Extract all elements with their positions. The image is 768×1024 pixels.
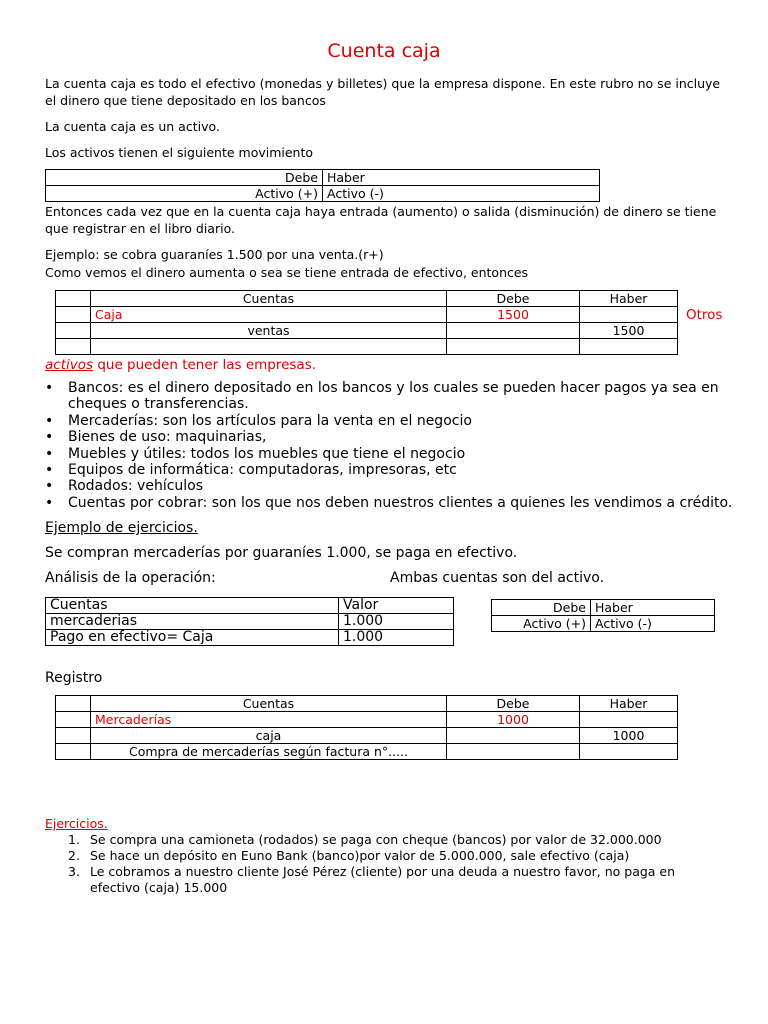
ejercicios-heading: Ejercicios. xyxy=(45,816,108,831)
debe-header: Debe xyxy=(447,291,580,307)
registro-heading: Registro xyxy=(45,670,103,686)
analisis-table xyxy=(45,597,454,646)
item-text: Le cobramos a nuestro cliente José Pérez (cliente) por una deuda a nuestro favor, no paga en efectivo (caja) 15.000 xyxy=(90,864,676,895)
list-item: • Cuentas por cobrar: son los que nos deben nuestros clientes a quienes les vendimos a crédito. xyxy=(45,495,745,511)
analisis-value-cell: 1.000 xyxy=(339,630,454,646)
haber-header: Haber xyxy=(323,170,600,186)
ledger-empty-cell xyxy=(580,339,678,355)
ledger-empty-cell xyxy=(56,712,91,728)
ledger-empty-cell xyxy=(447,744,580,760)
caja-account-cell: caja xyxy=(91,728,447,744)
analisis-value-cell: 1.000 xyxy=(339,614,454,630)
ledger-empty-cell xyxy=(56,744,91,760)
list-item xyxy=(68,864,728,896)
ledger-empty-cell xyxy=(56,696,91,712)
ledger-empty-cell xyxy=(56,291,91,307)
list-item: • Mercaderías: son los artículos para la venta en el negocio xyxy=(45,413,745,429)
ejercicios-list xyxy=(68,832,728,896)
page-title: Cuenta caja xyxy=(327,40,441,62)
item-number: 1. xyxy=(68,832,80,847)
haber-header: Haber xyxy=(591,600,715,616)
ledger-empty-cell xyxy=(56,323,91,339)
cuentas-header: Cuentas xyxy=(91,291,447,307)
ventas-debe-cell xyxy=(447,323,580,339)
ventas-haber-cell: 1500 xyxy=(580,323,678,339)
ledger-empty-cell xyxy=(56,339,91,355)
list-item: • Bienes de uso: maquinarias, xyxy=(45,429,745,445)
list-item xyxy=(68,848,728,864)
list-item xyxy=(68,832,728,848)
ventas-account-cell: ventas xyxy=(91,323,447,339)
list-item: • Equipos de informática: computadoras, impresoras, etc xyxy=(45,462,745,478)
activo-plus-cell: Activo (+) xyxy=(492,616,591,632)
debe-header: Debe xyxy=(46,170,323,186)
item-number: 2. xyxy=(68,848,80,863)
activo-minus-cell: Activo (-) xyxy=(323,186,600,202)
analisis-account-cell: Pago en efectivo= Caja xyxy=(46,630,339,646)
list-item: • Rodados: vehículos xyxy=(45,478,745,494)
concepto-cell: Compra de mercaderías según factura n°..... xyxy=(91,744,447,760)
registro-ledger-table xyxy=(55,695,678,760)
ejemplo-heading: Ejemplo de ejercicios. xyxy=(45,520,198,536)
mercaderias-account-cell: Mercaderías xyxy=(91,712,447,728)
ledger-empty-cell xyxy=(56,307,91,323)
cuentas-header: Cuentas xyxy=(91,696,447,712)
debe-header: Debe xyxy=(447,696,580,712)
caja-debe-cell: 1500 xyxy=(447,307,580,323)
haber-header: Haber xyxy=(580,696,678,712)
item-text: Se compra una camioneta (rodados) se paga con cheque (bancos) por valor de 32.000.000 xyxy=(90,832,662,847)
haber-header: Haber xyxy=(580,291,678,307)
activos-heading xyxy=(45,357,316,373)
debe-header: Debe xyxy=(492,600,591,616)
intro-paragraph: La cuenta caja es todo el efectivo (monedas y billetes) que la empresa dispone. En este rubro no se incluye el dinero que tiene depositado en los bancos xyxy=(45,76,721,108)
item-text: Se hace un depósito en Euno Bank (banco)por valor de 5.000.000, sale efectivo (caja) xyxy=(90,848,630,863)
analisis-account-cell: mercaderias xyxy=(46,614,339,630)
valor-header: Valor xyxy=(339,598,454,614)
ejemplo-text: Se compran mercaderías por guaraníes 1.000, se paga en efectivo. xyxy=(45,545,518,561)
list-item: • Muebles y útiles: todos los muebles que tiene el negocio xyxy=(45,446,745,462)
caja-debe-cell xyxy=(447,728,580,744)
caja-ledger-table xyxy=(55,290,678,355)
activo-minus-cell: Activo (-) xyxy=(591,616,715,632)
caja-account-cell: Caja xyxy=(91,307,447,323)
explanation-paragraph: Como vemos el dinero aumenta o sea se tiene entrada de efectivo, entonces xyxy=(45,265,529,280)
item-number: 3. xyxy=(68,864,80,879)
activo-movement-table xyxy=(491,599,715,632)
ledger-empty-cell xyxy=(56,728,91,744)
movement-table xyxy=(45,169,600,202)
ledger-empty-cell xyxy=(91,339,447,355)
activo-statement: La cuenta caja es un activo. xyxy=(45,119,220,134)
caja-haber-cell xyxy=(580,307,678,323)
activo-plus-cell: Activo (+) xyxy=(46,186,323,202)
mercaderias-debe-cell: 1000 xyxy=(447,712,580,728)
ledger-empty-cell xyxy=(580,744,678,760)
ledger-empty-cell xyxy=(447,339,580,355)
mercaderias-haber-cell xyxy=(580,712,678,728)
activos-word: activos xyxy=(45,357,94,373)
movement-intro: Los activos tienen el siguiente movimiento xyxy=(45,145,314,160)
otros-text: Otros xyxy=(686,307,723,323)
ambas-label: Ambas cuentas son del activo. xyxy=(390,570,605,586)
analisis-label: Análisis de la operación: xyxy=(45,570,216,586)
cuentas-header: Cuentas xyxy=(46,598,339,614)
registro-paragraph: Entonces cada vez que en la cuenta caja haya entrada (aumento) o salida (disminución) de dinero se tiene que registrar en el libro diario. xyxy=(45,204,717,236)
list-item: • Bancos: es el dinero depositado en los bancos y los cuales se pueden hacer pagos ya sea en cheques o transferencias. xyxy=(45,380,745,413)
activos-rest: que pueden tener las empresas. xyxy=(93,357,317,373)
example-paragraph: Ejemplo: se cobra guaraníes 1.500 por una venta.(r+) xyxy=(45,247,384,262)
activos-list xyxy=(45,380,745,511)
caja-haber-cell: 1000 xyxy=(580,728,678,744)
